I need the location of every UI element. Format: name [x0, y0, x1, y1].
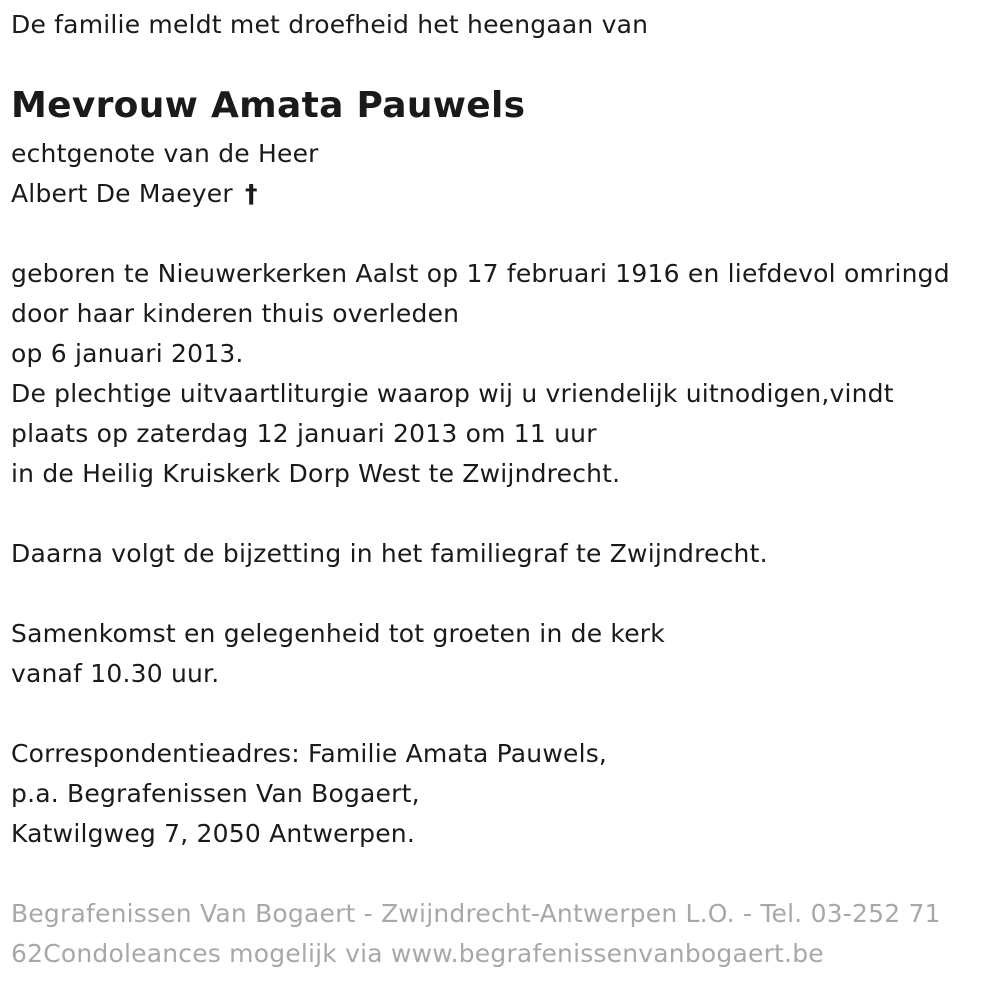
spouse-name: Albert De Maeyer — [11, 179, 233, 208]
footer-line-1: Begrafenissen Van Bogaert - Zwijndrecht-Antwerpen L.O. - Tel. 03-252 71 — [11, 899, 941, 928]
burial-block — [11, 534, 768, 574]
footer — [11, 894, 941, 974]
meeting-line-1: Samenkomst en gelegenheid tot groeten in de kerk — [11, 619, 665, 648]
spouse-line-2 — [11, 174, 319, 214]
spouse-block — [11, 134, 319, 214]
service-line-3: in de Heilig Kruiskerk Dorp West te Zwijndrecht. — [11, 459, 621, 488]
birth-and-service-block — [11, 254, 950, 494]
meeting-line-2: vanaf 10.30 uur. — [11, 659, 220, 688]
burial-line: Daarna volgt de bijzetting in het familiegraf te Zwijndrecht. — [11, 539, 768, 568]
spouse-line-1: echtgenote van de Heer — [11, 139, 319, 168]
service-line-2: plaats op zaterdag 12 januari 2013 om 11 uur — [11, 419, 597, 448]
address-line-3: Katwilgweg 7, 2050 Antwerpen. — [11, 819, 415, 848]
cross-icon: † — [244, 179, 258, 208]
intro-text: De familie meldt met droefheid het heengaan van — [11, 10, 649, 39]
birth-line-2: door haar kinderen thuis overleden — [11, 299, 460, 328]
deceased-name: Mevrouw Amata Pauwels — [11, 85, 526, 126]
birth-line-3: op 6 januari 2013. — [11, 339, 244, 368]
address-block — [11, 734, 607, 854]
birth-line-1: geboren te Nieuwerkerken Aalst op 17 februari 1916 en liefdevol omringd — [11, 259, 950, 288]
service-line-1: De plechtige uitvaartliturgie waarop wij u vriendelijk uitnodigen,vindt — [11, 379, 894, 408]
address-line-1: Correspondentieadres: Familie Amata Pauwels, — [11, 739, 608, 768]
meeting-block — [11, 614, 665, 694]
footer-line-2: 62Condoleances mogelijk via www.begrafenissenvanbogaert.be — [11, 939, 824, 968]
address-line-2: p.a. Begrafenissen Van Bogaert, — [11, 779, 420, 808]
